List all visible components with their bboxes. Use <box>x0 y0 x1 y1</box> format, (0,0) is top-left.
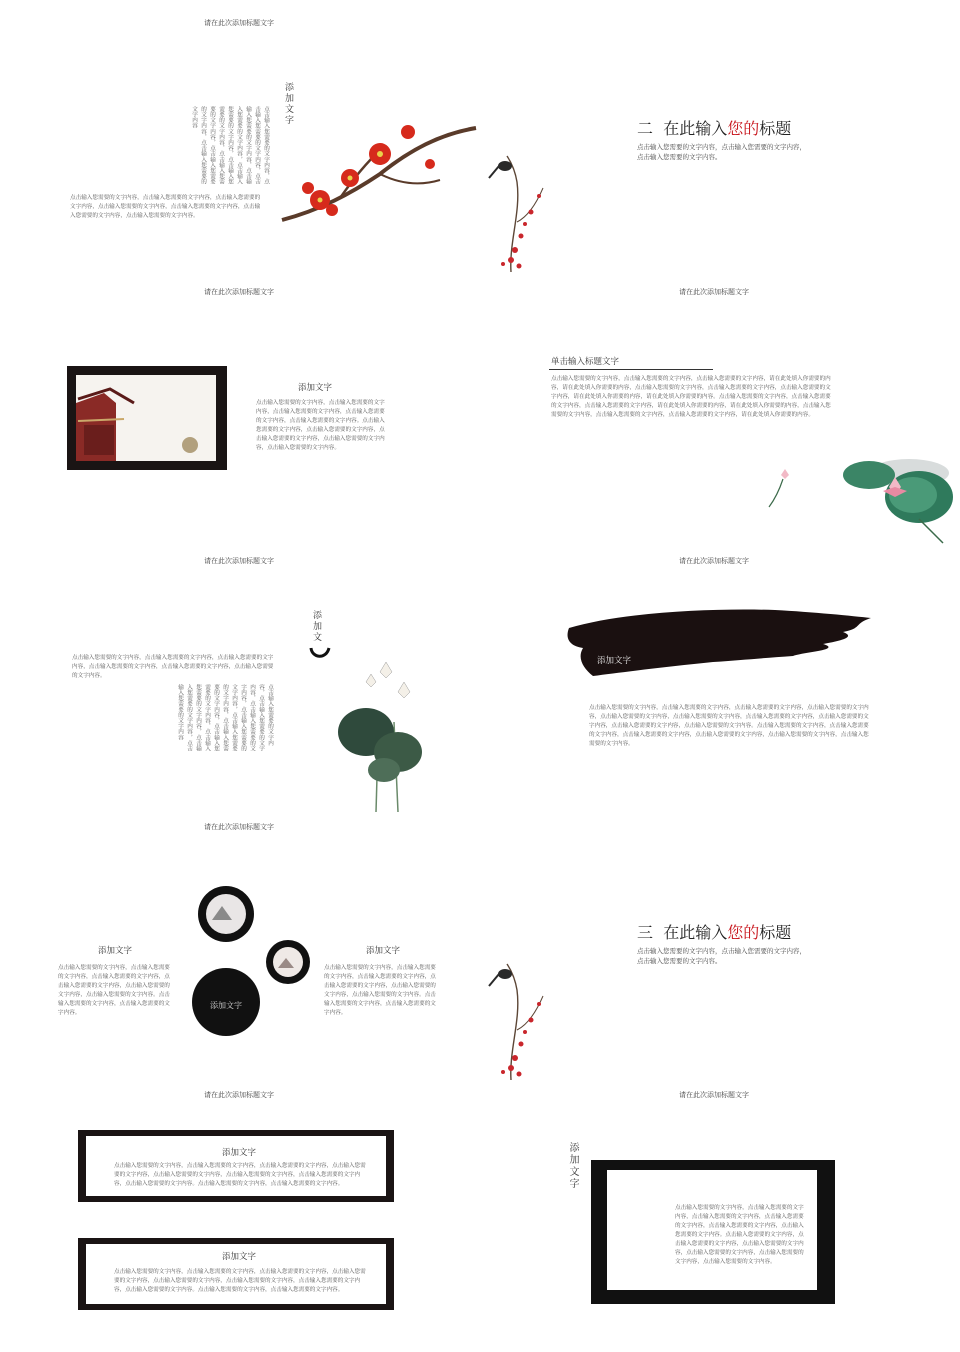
ink-circle-brush-icon <box>308 642 332 662</box>
right-paragraph: 点击输入您需要的文字内容，点击输入您需要的文字内容，点击输入您需要的文字内容，点击输入您需要的文字内容，点击输入您需要的文字内容，点击输入您需要的文字内容。点击输入您需要的文字内容，点击输入您需要的文字内容。 <box>324 965 436 1016</box>
box2-title: 添加文字 <box>222 1252 257 1262</box>
banner-label: 添加文字 <box>597 656 632 666</box>
section-number: 三 <box>637 923 654 942</box>
slide-header: 请在此次添加标题文字 <box>204 19 274 27</box>
slide-header: 请在此次添加标题文字 <box>679 288 749 296</box>
plum-blossom-branch-image <box>280 114 480 272</box>
slide-9 <box>6 1082 480 1348</box>
circle-label: 添加文字 <box>210 1001 242 1010</box>
left-paragraph: 点击输入您需要的文字内容，点击输入您需要的文字内容，点击输入您需要的文字内容，点击输入您需要的文字内容，点击输入您需要的文字内容，点击输入您需要的文字内容。点击输入您需要的文字内容，点击输入您需要的文字内容。 <box>58 965 170 1016</box>
ink-brush-stroke-banner <box>563 608 875 678</box>
lotus-plant-image <box>336 652 432 812</box>
ink-circles-image <box>182 880 322 1040</box>
plum-branch-bird-image <box>481 152 551 272</box>
paragraph: 点击输入您需要的文字内容，点击输入您需要的文字内容，点击输入您需要的文字内容，点击输入您需要的文字内容，点击输入您需要的文字内容，点击输入您需要的文字内容。 <box>72 655 274 679</box>
section-number: 二 <box>637 119 654 138</box>
block-title: 添加文字 <box>298 383 333 393</box>
slide-8 <box>481 814 955 1080</box>
slide-header: 请在此次添加标题文字 <box>204 823 274 831</box>
slide-2 <box>481 6 955 272</box>
paragraph: 点击输入您需要的文字内容，点击输入您需要的文字内容，点击输入您需要的文字内容，点击输入您需要的文字内容，点击输入您需要的文字内容。点击输入您需要的文字内容，点击输入您需要的文字内容，点击输入您需要的文字内容，点击输入您需要的文字内容，点击输入您需要的文字内容。 <box>256 400 385 451</box>
section-title: 三 在此输入您的标题 <box>637 923 792 942</box>
vertical-title: 添加文字 <box>283 82 293 126</box>
vertical-text: 点击输入您需要的文字内容，点击输入您需要的文字内容，点击输入您需要的文字内容，点击输入您需要的文字内容，点击输入您需要的文字内容，点击输入您需要的文字内容，点击输入您需要的文字内容，点击输入您需要的文字内容，点击输入您需要的文字内容 <box>191 106 269 185</box>
box1-title: 添加文字 <box>222 1148 257 1158</box>
slide-1 <box>6 6 480 272</box>
left-title: 添加文字 <box>98 946 133 956</box>
paragraph: 点击输入您需要的文字内容，点击输入您需要的文字内容，点击输入您需要的文字内容，点击输入您需要的文字内容，点击输入您需要的文字内容，点击输入您需要的文字内容。点击输入您需要的文字内容，点击输入您需要的文字内容，点击输入您需要的文字内容，点击输入您需要的文字内容，点击输入您需要的文字内容，点击输入您需要的文字内容。 <box>675 1205 804 1265</box>
paragraph: 点击输入您需要的文字内容，点击输入您需要的文字内容，点击输入您需要的文字内容，点击输入您需要的文字内容，点击输入您需要的文字内容，点击输入您需要的文字内容，点击输入您需要的文字内容。 <box>70 195 261 219</box>
vertical-text: 点击输入您需要的文字内容，点击输入您需要的文字内容，点击输入您需要的文字内容，点击输入您需要的文字内容，点击输入您需要的文字内容，点击输入您需要的文字内容，点击输入您需要的文字内容，点击输入您需要的文字内容，点击输入您需要的文字内容，点击输入您需要的文字内容 <box>177 684 273 752</box>
slide-6 <box>481 546 955 812</box>
slide-header: 请在此次添加标题文字 <box>204 1091 274 1099</box>
slide-header: 请在此次添加标题文字 <box>204 288 274 296</box>
section-subtitle: 点击输入您需要的文字内容，点击输入您需要的文字内容，点击输入您需要的文字内容。 <box>637 947 806 965</box>
section-title: 二 在此输入您的标题 <box>637 119 792 138</box>
paragraph: 点击输入您需要的文字内容，点击输入您需要的文字内容，点击输入您需要的文字内容，点击输入您需要的文字内容，点击输入您需要的文字内容，点击输入您需要的文字内容，点击输入您需要的文字内容，点击输入您需要的文字内容，点击输入您需要的文字内容，点击输入您需要的文字内容。点击输入您需要的文字内容，点击输入您需要的文字内容，点击输入您需要的文字内容，点击输入您需要的文字内容，点击输入您需要的文字内容，点击输入您需要的文字内容。 <box>589 705 869 747</box>
lotus-leaves-image <box>759 445 955 545</box>
vertical-title: 添加文 <box>311 610 321 643</box>
right-title: 添加文字 <box>366 946 401 956</box>
title-highlight: 您的 <box>727 923 760 942</box>
block-title: 单击输入标题文字 <box>551 357 620 367</box>
slide-10 <box>481 1082 955 1348</box>
slide-5 <box>6 546 480 812</box>
slide-header: 请在此次添加标题文字 <box>679 557 749 565</box>
slide-header: 请在此次添加标题文字 <box>679 1091 749 1099</box>
vertical-title: 添加文字 <box>567 1142 578 1190</box>
section-subtitle: 点击输入您需要的文字内容，点击输入您需要的文字内容，点击输入您需要的文字内容。 <box>637 143 806 161</box>
paragraph: 点击输入您需要的文字内容，点击输入您需要的文字内容，点击输入您需要的文字内容，请在此处填入你需要的内容，请在此处填入你需要的内容，点击输入您需要的文字内容，点击输入您需要的文字内容，点击输入您需要的文字内容，请在此处填入你需要的内容，请在此处填入你需要的内容。点击输入您需要的文字内容，点击输入您需要的文字内容，点击输入您需要的文字内容，请在此处填入你需要的内容，请在此处填入你需要的内容，点击输入您需要的文字内容，点击输入您需要的文字内容，点击输入您需要的文字内容，请在此处填入你需要的内容。 <box>551 376 831 418</box>
box1-paragraph: 点击输入您需要的文字内容，点击输入您需要的文字内容，点击输入您需要的文字内容，点击输入您需要的文字内容，点击输入您需要的文字内容，点击输入您需要的文字内容，点击输入您需要的文字内容，点击输入您需要的文字内容。点击输入您需要的文字内容，点击输入您需要的文字内容。 <box>114 1163 366 1187</box>
slide-header: 请在此次添加标题文字 <box>204 557 274 565</box>
title-underline <box>549 369 713 370</box>
plum-branch-bird-image <box>481 960 551 1080</box>
title-highlight: 您的 <box>727 119 760 138</box>
slide-7 <box>6 814 480 1080</box>
box2-paragraph: 点击输入您需要的文字内容，点击输入您需要的文字内容，点击输入您需要的文字内容，点击输入您需要的文字内容，点击输入您需要的文字内容，点击输入您需要的文字内容，点击输入您需要的文字内容，点击输入您需要的文字内容。点击输入您需要的文字内容，点击输入您需要的文字内容。 <box>114 1269 366 1293</box>
slide-3 <box>6 279 480 545</box>
ink-framed-pavilion-image <box>64 363 230 473</box>
slide-4 <box>481 279 955 545</box>
